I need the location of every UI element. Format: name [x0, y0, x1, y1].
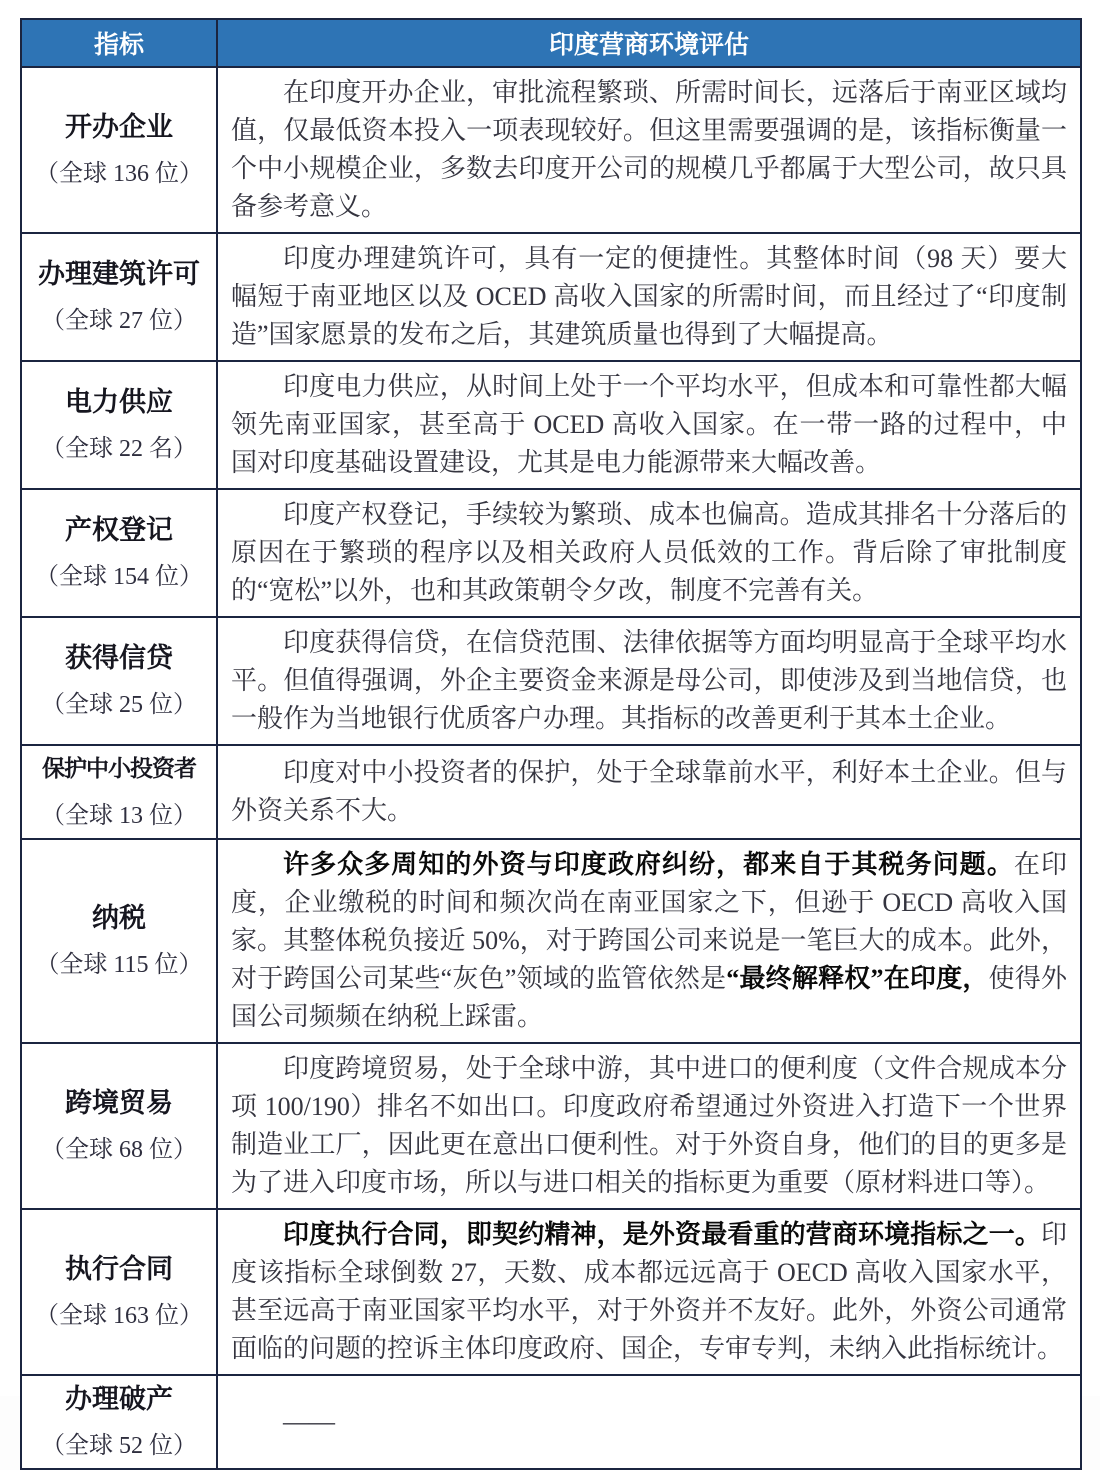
table-row — [21, 489, 1081, 617]
assessment-cell — [217, 1043, 1081, 1209]
indicator-cell — [21, 839, 217, 1043]
indicator-cell — [21, 617, 217, 745]
indicator-cell — [21, 1375, 217, 1469]
indicator-rank: （全球 136 位） — [35, 161, 203, 187]
indicator-cell — [21, 489, 217, 617]
assessment-text — [231, 496, 1067, 610]
indicator-name: 开办企业 — [65, 112, 173, 142]
assessment-text — [231, 846, 1067, 1036]
indicator-wrap — [26, 754, 212, 830]
assessment-segment: 印度跨境贸易，处于全球中游，其中进口的便利度（文件合规成本分项 100/190）排名不如出口。印度政府希望通过外资进入打造下一个世界制造业工厂，因此更在意出口便利性。对于外资自身，他们的目的更多是为了进入印度市场，所以与进口相关的指标更为重要（原材料进口等）。 — [231, 1054, 1067, 1197]
indicator-wrap — [26, 643, 212, 719]
assessment-segment: 在印度开办企业，审批流程繁琐、所需时间长，远落后于南亚区域均值，仅最低资本投入一项表现较好。但这里需要强调的是，该指标衡量一个中小规模企业，多数去印度开公司的规模几乎都属于大型公司，故只具备参考意义。 — [231, 78, 1067, 221]
assessment-segment-bold: 许多众多周知的外资与印度政府纠纷，都来自于其税务问题。 — [283, 850, 1014, 879]
assessment-cell — [217, 617, 1081, 745]
indicator-wrap — [26, 112, 212, 188]
assessment-segment: 印度获得信贷，在信贷范围、法律依据等方面均明显高于全球平均水平。但值得强调，外企主要资金来源是母公司，即使涉及到当地信贷，也一般作为当地银行优质客户办理。其指标的改善更利于其本土企业。 — [231, 628, 1067, 733]
indicator-name: 产权登记 — [65, 515, 173, 545]
indicator-name: 跨境贸易 — [65, 1088, 173, 1118]
table-body — [21, 67, 1081, 1469]
indicator-rank: （全球 22 名） — [41, 436, 197, 462]
assessment-segment: 印度电力供应，从时间上处于一个平均水平，但成本和可靠性都大幅领先南亚国家，甚至高于 OCED 高收入国家。在一带一路的过程中，中国对印度基础设置建设，尤其是电力能源带来大幅改善。 — [231, 372, 1067, 477]
indicator-name: 纳税 — [92, 903, 146, 933]
table-row — [21, 839, 1081, 1043]
indicator-wrap — [26, 1254, 212, 1330]
table-header-row — [21, 19, 1081, 67]
indicator-name: 执行合同 — [65, 1254, 173, 1284]
table-row — [21, 1375, 1081, 1469]
assessment-text — [231, 368, 1067, 482]
indicator-name: 保护中小投资者 — [42, 756, 196, 781]
assessment-text — [231, 74, 1067, 226]
assessment-cell — [217, 1375, 1081, 1469]
table-row — [21, 67, 1081, 233]
indicator-rank: （全球 68 位） — [41, 1137, 197, 1163]
indicator-cell — [21, 67, 217, 233]
indicator-name: 获得信贷 — [65, 643, 173, 673]
assessment-cell — [217, 1209, 1081, 1375]
table-row — [21, 617, 1081, 745]
indicator-wrap — [26, 515, 212, 591]
assessment-segment-bold: 印度执行合同，即契约精神，是外资最看重的营商环境指标之一。 — [283, 1220, 1041, 1249]
header-indicator: 指标 — [21, 19, 217, 67]
assessment-text — [231, 754, 1067, 830]
table-row — [21, 745, 1081, 839]
assessment-cell — [217, 745, 1081, 839]
indicator-rank: （全球 115 位） — [35, 952, 203, 978]
indicator-wrap — [26, 387, 212, 463]
assessment-segment: 印度该指标全球倒数 27，天数、成本都远远高于 OECD 高收入国家水平，甚至远高于南亚国家平均水平，对于外资并不友好。此外，外资公司通常面临的问题的控诉主体印度政府、国企，专审专判，未纳入此指标统计。 — [231, 1220, 1067, 1363]
indicator-cell — [21, 745, 217, 839]
indicator-wrap — [26, 903, 212, 979]
assessment-text — [231, 624, 1067, 738]
assessment-text — [231, 1050, 1067, 1202]
indicator-wrap — [26, 259, 212, 335]
indicator-rank: （全球 154 位） — [35, 564, 203, 590]
assessment-segment-bold: “最终解释权”在印度， — [726, 964, 989, 993]
header-assessment: 印度营商环境评估 — [217, 19, 1081, 67]
indicator-rank: （全球 52 位） — [41, 1433, 197, 1459]
indicator-cell — [21, 233, 217, 361]
table-row — [21, 361, 1081, 489]
indicator-rank: （全球 163 位） — [35, 1303, 203, 1329]
indicator-name: 电力供应 — [65, 387, 173, 417]
assessment-segment: 使得外国公司频频在纳税上踩雷。 — [231, 964, 1067, 1031]
indicator-cell — [21, 361, 217, 489]
assessment-cell — [217, 233, 1081, 361]
indicator-name: 办理破产 — [65, 1384, 173, 1414]
indicator-wrap — [26, 1384, 212, 1460]
indicator-wrap — [26, 1088, 212, 1164]
table-row — [21, 233, 1081, 361]
assessment-text — [231, 1403, 1067, 1441]
assessment-cell — [217, 361, 1081, 489]
indicator-name: 办理建筑许可 — [38, 259, 200, 289]
assessment-text — [231, 240, 1067, 354]
assessment-segment: 印度产权登记，手续较为繁琐、成本也偏高。造成其排名十分落后的原因在于繁琐的程序以及相关政府人员低效的工作。背后除了审批制度的“宽松”以外，也和其政策朝令夕改，制度不完善有关。 — [231, 500, 1067, 605]
assessment-cell — [217, 489, 1081, 617]
assessment-segment: 在印度，企业缴税的时间和频次尚在南亚国家之下，但逊于 OECD 高收入国家。其整体税负接近 50%，对于跨国公司来说是一笔巨大的成本。此外，对于跨国公司某些“灰色”领域的监管依然是 — [231, 850, 1067, 993]
indicator-rank: （全球 27 位） — [41, 308, 197, 334]
indicator-rank: （全球 25 位） — [41, 692, 197, 718]
indicator-cell — [21, 1043, 217, 1209]
indicator-rank: （全球 13 位） — [41, 803, 197, 829]
indicator-cell — [21, 1209, 217, 1375]
assessment-segment: —— — [283, 1407, 335, 1436]
assessment-cell — [217, 67, 1081, 233]
business-environment-table — [20, 18, 1082, 1470]
table-row — [21, 1209, 1081, 1375]
assessment-cell — [217, 839, 1081, 1043]
assessment-segment: 印度对中小投资者的保护，处于全球靠前水平，利好本土企业。但与外资关系不大。 — [231, 758, 1067, 825]
assessment-segment: 印度办理建筑许可，具有一定的便捷性。其整体时间（98 天）要大幅短于南亚地区以及 OCED 高收入国家的所需时间，而且经过了“印度制造”国家愿景的发布之后，其建筑质量也得到了大幅提高。 — [231, 244, 1067, 349]
table-row — [21, 1043, 1081, 1209]
assessment-text — [231, 1216, 1067, 1368]
